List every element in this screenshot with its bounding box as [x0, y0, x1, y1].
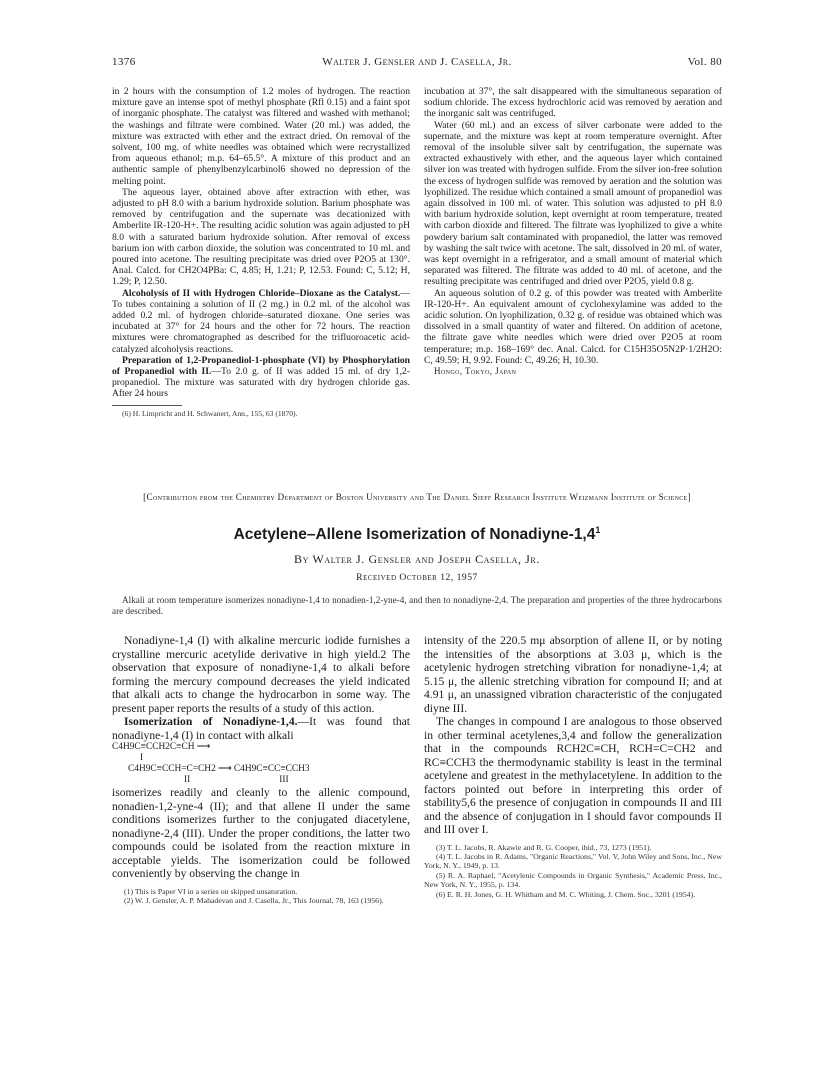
volume-label: Vol. 80 [687, 56, 722, 68]
section-heading: Isomerization of Nonadiyne-1,4. [124, 715, 298, 728]
body-right-column [424, 634, 722, 899]
paragraph: incubation at 37°, the salt disappeared with the simultaneous separation of sodium chloride. The excess hydrochloric acid was removed by aeration and the inorganic salt was centrifuged. [424, 86, 722, 120]
article-title: Acetylene–Allene Isomerization of Nonadiyne-$1,4^1$ [233, 525, 601, 544]
running-head-authors: Walter J. Gensler and J. Casella, Jr. [322, 56, 512, 68]
footnote: (2) W. J. Gensler, A. P. Mahadevan and J. Casella, Jr., This Journal, 78, 163 (1956). [124, 895, 384, 905]
paragraph [112, 355, 410, 400]
paragraph-text: —To 2.0 g. of II was added 15 ml. of dry 1,2-propanediol. The mixture was saturated with dry hydrogen chloride gas. After 24 hours [112, 366, 410, 400]
paragraph: Nonadiyne-1,4 (I) with alkaline mercuric iodide furnishes a crystalline mercuric acetylide derivative in high yield.2 The observation that exposure of nonadiyne-1,4 to alkali before forming the mercury compound decreases the yield indicated that alkali acts to change the hydrocarbon in some way. The present paper reports the results of a study of this action. [112, 634, 410, 715]
footnote: (3) T. L. Jacobs, R. Akawie and R. G. Cooper, ibid., 73, 1273 (1951). [436, 842, 652, 852]
page-number: 1376 [112, 56, 136, 68]
footnote: (4) T. L. Jacobs in R. Adams, "Organic Reactions," Vol. V, John Wiley and Sons, Inc., New York, N. Y., 1949, p. 13. [424, 851, 722, 871]
paragraph: Water (60 ml.) and an excess of silver carbonate were added to the supernate, and the mixture was kept at room temperature overnight. After removal of the insoluble silver salt by centrifugation, the supernate was extracted exhaustively with ether, and the aqueous layer which contained silver ion was treated with hydrogen sulfide. From the silver ion-free solution the excess of hydrogen sulfide was removed by aeration and the solution was lyophilized. The residue which contained a small amount of propanediol was again dissolved in 100 ml. of water. This solution was adjusted to pH 8.0 with barium hydroxide solution, kept overnight at room temperature, treated with carbon dioxide and filtered. The filtrate was lyophilized to give a white powdery barium salt contaminated with propanediol, the latter was removed by washing the salt twice with acetone. The salt, dissolved in 20 ml. of water, was kept overnight in a refrigerator, and a small amount of material which separated was filtered. The filtrate was added to 40 ml. of acetone, and the resulting precipitate was centrifuged and dried over P2O5, yield 0.8 g. [424, 119, 722, 288]
running-head [112, 56, 722, 72]
footnote: (1) This is Paper VI in a series on skipped unsaturation. [124, 886, 298, 896]
reaction-scheme [112, 742, 410, 786]
compound-numbers: II III [184, 775, 289, 785]
paragraph-text: —It was found that nonadiyne-1,4 (I) in contact with alkali [112, 715, 410, 742]
paragraph: An aqueous solution of 0.2 g. of this powder was treated with Amberlite IR-120-H+. An equivalent amount of cyclohexylamine was added to the acidic solution. On lyophilization, 0.32 g. of residue was obtained which was dissolved in a small quantity of water and filtered. On addition of acetone, the filtrate gave white needles which were dried over P2O5 at room temperature; m.p. 168–169° dec. Anal. Calcd. for C15H35O5N2P·1/2H2O: C, 49.59; H, 9.92. Found: C, 49.26; H, 10.30. [424, 287, 722, 366]
paragraph: intensity of the 220.5 mμ absorption of allene II, or by noting the intensities of the absorptions at 3.03 μ, which is the acetylenic hydrogen stretching vibration for nonadiyne-1,4; at 5.15 μ, the allenic stretching vibration for compound II; and at 4.91 μ, an unassigned vibration characteristic of the conjugated diyne III. [424, 634, 722, 715]
paragraph: The aqueous layer, obtained above after extraction with ether, was adjusted to pH 8.0 with a barium hydroxide solution. Barium phosphate was removed by centrifugation and the supernate was decationized with Amberlite IR-120-H+. The resulting acidic solution was again adjusted to pH 8.0 with a saturated barium hydroxide solution. After removal of excess barium ion with carbon dioxide, the solution was concentrated to 10 ml. and poured into acetone. The resulting precipitate was dried over P2O5 at 130°. Anal. Calcd. for CH2O4PBa: C, 4.85; H, 1.21; P, 12.53. Found: C, 5.12; H, 1.29; P, 12.50. [112, 186, 410, 288]
paragraph [112, 288, 410, 355]
abstract: Alkali at room temperature isomerizes nonadiyne-1,4 to nonadien-1,2-yne-4, and then to nonadiyne-2,4. The preparation and properties of the three hydrocarbons are described. [112, 595, 722, 616]
subsection-heading: Alcoholysis of II with Hydrogen Chloride–Dioxane as the Catalyst. [122, 287, 401, 299]
paragraph-text: —To tubes containing a solution of II (2 mg.) in 0.2 ml. of the alcohol was added 0.2 ml. of hydrogen chloride–saturated dioxane. One series was incubated at 37° for 24 hours and the other for 72 hours. The reaction mixtures were chromatographed as described for the trifluoroacetic acid-catalyzed alcoholysis reactions. [112, 287, 410, 355]
byline: By Walter J. Gensler and Joseph Casella, Jr. [294, 552, 540, 566]
paragraph [112, 715, 410, 742]
paragraph: The changes in compound I are analogous to those observed in other terminal acetylenes,3,4 and follow the generalization that in the compounds RCH2C≡CH, RCH=C=CH2 and RC≡CCH3 the thermodynamic stability is least in the terminal acetylene and greatest in the methylacetylene. In addition to the factors pointed out before in interpreting this order of stability5,6 the presence of conjugation in compounds II and III and the absence of conjugation in I should favor compounds II and III over I. [424, 715, 722, 836]
upper-right-column [424, 86, 722, 377]
footnote: (6) H. Limpricht and H. Schwanert, Ann., 155, 63 (1870). [122, 408, 298, 418]
address-line: Hongo, Tokyo, Japan [434, 366, 517, 377]
footnote: (6) E. R. H. Jones, G. H. Whitham and M. C. Whiting, J. Chem. Soc., 3201 (1954). [436, 889, 696, 899]
received-date: Received October 12, 1957 [356, 572, 478, 583]
contribution-line: [Contribution from the Chemistry Department of Boston University and The Daniel Sieff Research Institute Weizmann Institute of Science] [143, 492, 691, 502]
footnote: (5) R. A. Raphael, "Acetylenic Compounds in Organic Synthesis," Academic Press, Inc., New York, N. Y., 1955, p. 134. [424, 870, 722, 890]
scheme-line: C4H9C≡CCH=C=CH2 ⟶ C4H9C≡CC≡CCH3 [128, 764, 310, 774]
upper-left-column [112, 86, 410, 418]
footnote-divider [112, 405, 182, 406]
subsection-heading: Preparation of 1,2-Propanediol-1-phosphate (VI) by Phosphorylation of Propanediol with II. [112, 354, 410, 378]
paragraph: isomerizes readily and cleanly to the allenic compound, nonadien-1,2-yne-4 (II); and that allene II under the same conditions isomerizes further to the conjugated diacetylene, nonadiyne-2,4 (III). Under the proper conditions, the latter two compounds could be isolated from the reaction mixture in acceptable yields. The isomerization could be followed conveniently by observing the change in [112, 786, 410, 880]
paragraph: in 2 hours with the consumption of 1.2 moles of hydrogen. The reaction mixture gave an intense spot of methyl phosphate (Rfl 0.15) and a faint spot of inorganic phosphate. The catalyst was filtered and washed with methanol; the washings and filtrate were combined. Water (20 ml.) was added, the mixture was extracted with ether and the extract dried. On removal of the solvent, 100 mg. of white needles was obtained which were recrystallized from aqueous ethanol; m.p. 64–65.5°. A mixture of this product and an authentic sample of phenylbenzylcarbinol6 showed no depression of the melting point. [112, 86, 410, 187]
title-footnote-marker: 1 [595, 525, 601, 535]
compound-number: I [140, 753, 144, 763]
scheme-line: C4H9C≡CCH2C≡CH ⟶ [112, 742, 211, 752]
body-left-column [112, 634, 410, 905]
